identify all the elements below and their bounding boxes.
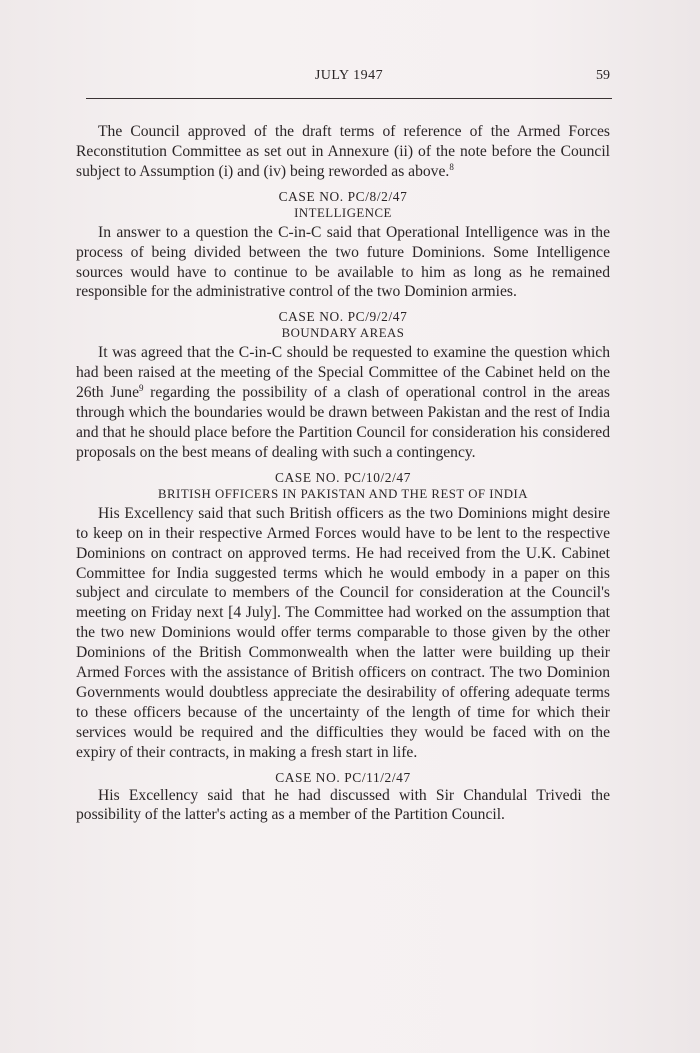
- case-number: CASE NO. PC/8/2/47: [278, 188, 408, 204]
- paragraph-partition-council: His Excellency said that he had discussed with Sir Chandulal Trivedi the possibility of the latter's acting as a member of the Partition Council.: [76, 786, 610, 824]
- page-number: 59: [596, 68, 610, 83]
- footnote-ref: 8: [449, 161, 454, 172]
- running-head: JULY 1947: [314, 68, 384, 83]
- document-body: [76, 122, 610, 825]
- case-title: BOUNDARY AREAS: [281, 326, 405, 341]
- case-number: CASE NO. PC/11/2/47: [275, 769, 411, 785]
- case-number: CASE NO. PC/10/2/47: [274, 469, 412, 485]
- case-title: BRITISH OFFICERS IN PAKISTAN AND THE REST OF INDIA: [157, 486, 528, 501]
- paragraph-intelligence: In answer to a question the C-in-C said that Operational Intelligence was in the process of being divided between the two future Dominions. Some Intelligence sources would have to continue to be available to him as long as he remained responsible for the administrative control of the two Dominion armies.: [76, 223, 610, 301]
- paragraph-text: regarding the possibility of a clash of operational control in the areas through which the boundaries would be drawn between Pakistan and the rest of India and that he should place before the Partition Council for consideration his considered proposals on the best means of dealing with such a contingency.: [76, 384, 610, 461]
- paragraph-armed-forces-reconstitution: [76, 122, 610, 182]
- page-header: [86, 68, 612, 92]
- footnote-ref: 9: [139, 383, 144, 394]
- paragraph-text: The Council approved of the draft terms of reference of the Armed Forces Reconstitution Committee as set out in Annexure (ii) of the note before the Council subject to Assumption (i) and (iv) being reworded as above.: [76, 123, 610, 180]
- paragraph-british-officers: His Excellency said that such British officers as the two Dominions might desire to keep on in their respective Armed Forces would have to be lent to the respective Dominions on contract on approved terms. He had received from the U.K. Cabinet Committee for India suggested terms which he would embody in a paper on this subject and circulate to members of the Council for consideration at the Council's meeting on Friday next [4 July]. The Committee had worked on the assumption that the two new Dominions would offer terms comparable to those given by the other Dominions of the British Commonwealth when the latter were building up their Armed Forces with the assistance of British officers on contract. The two Dominion Governments would doubtless appreciate the desirability of offering adequate terms to these officers because of the uncertainty of the length of time for which their services would be required and the difficulties they would be faced with on the expiry of their contracts, in making a fresh start in life.: [76, 504, 610, 761]
- case-title: INTELLIGENCE: [294, 205, 392, 220]
- paragraph-boundary-areas: [76, 343, 610, 462]
- paragraph-text: It was agreed that the C-in-C should be requested to examine the question which had been raised at the meeting of the Special Committee of the Cabinet held on the 26th June: [76, 344, 610, 402]
- case-number: CASE NO. PC/9/2/47: [278, 309, 408, 325]
- header-rule: [86, 98, 612, 99]
